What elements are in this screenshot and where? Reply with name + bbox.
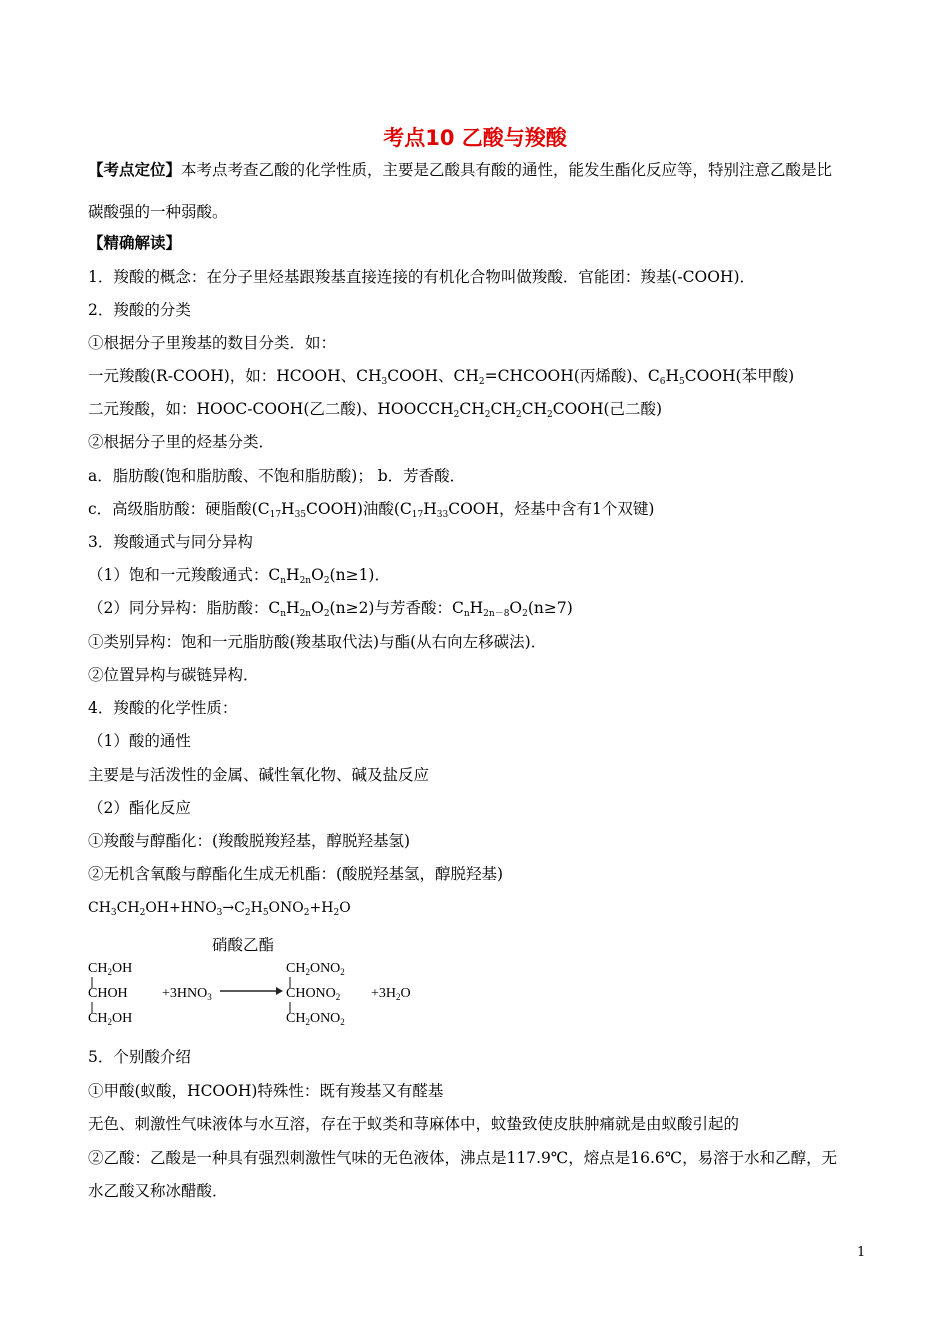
text-line: 5．个别酸介绍 bbox=[88, 1048, 191, 1066]
text-line: 4．羧酸的化学性质： bbox=[88, 699, 238, 717]
page-title: 考点10 乙酸与羧酸 bbox=[383, 126, 567, 150]
text-line: ②位置异构与碳链异构． bbox=[88, 666, 259, 684]
text-line: ①甲酸(蚁酸，HCOOH)特殊性：既有羧基又有醛基 bbox=[88, 1082, 444, 1100]
intro-line-1 bbox=[88, 160, 878, 180]
text-line-formula: c．高级脂肪酸：硬脂酸$(C_{17}H_{35}COOH)$油酸($C_{17}H_{33}COOH$，烃基中含有1个双键) bbox=[88, 500, 655, 520]
text-line-formula: 一元羧酸(R-COOH)，如：HCOOH、$CH_3COOH$、$CH_2=CHCOOH$(丙烯酸)、$C_6H_5COOH$(苯甲酸) bbox=[88, 367, 795, 387]
text-line: 无色、刺激性气味液体与水互溶，存在于蚁类和荨麻体中，蚊蛰致使皮肤肿痛就是由蚁酸引起的 bbox=[88, 1115, 740, 1133]
text-line: 主要是与活泼性的金属、碱性氧化物、碱及盐反应 bbox=[88, 766, 430, 784]
page-number: 1 bbox=[857, 1245, 866, 1260]
text-line: ①根据分子里羧基的数目分类．如： bbox=[88, 334, 337, 352]
text-line: ②乙酸：乙酸是一种具有强烈刺激性气味的无色液体，沸点是117.9℃，熔点是16.6℃，易溶于水和乙醇，无 bbox=[88, 1149, 838, 1167]
text-line: ②无机含氧酸与醇酯化生成无机酯：(酸脱羟基氢，醇脱羟基) bbox=[88, 865, 504, 883]
section-label: 【精确解读】 bbox=[88, 234, 182, 252]
text-line: （1）酸的通性 bbox=[88, 732, 191, 750]
ethyl-nitrate-label: 硝酸乙酯 bbox=[212, 936, 275, 954]
intro-label: 【考点定位】 bbox=[88, 161, 182, 179]
nitration-equation: $CH_3CH_2OH+HNO_3\to C_2H_5ONO_2+H_2O$ bbox=[88, 900, 351, 918]
text-line: 水乙酸又称冰醋酸． bbox=[88, 1182, 228, 1200]
text-line-formula: 二元羧酸，如：HOOC-COOH(乙二酸)、$HOOCCH_2CH_2CH_2CH_2COOH$(己二酸) bbox=[88, 400, 663, 420]
text-line: ②根据分子里的烃基分类． bbox=[88, 433, 275, 451]
text-line-formula: （1）饱和一元羧酸通式：$C_nH_{2n}O_2(n\ge 1)$． bbox=[88, 566, 390, 586]
text-line: a．脂肪酸(饱和脂肪酸、不饱和脂肪酸)； b．芳香酸． bbox=[88, 467, 466, 485]
intro-text-1: 本考点考查乙酸的化学性质，主要是乙酸具有酸的通性，能发生酯化反应等，特别注意乙酸是比 bbox=[181, 161, 833, 179]
text-line: ①类别异构：饱和一元脂肪酸(羧基取代法)与酯(从右向左移碳法)． bbox=[88, 633, 547, 651]
text-line: 1．羧酸的概念：在分子里烃基跟羧基直接连接的有机化合物叫做羧酸．官能团：羧基(-COOH)． bbox=[88, 268, 755, 286]
text-line: 3．羧酸通式与同分异构 bbox=[88, 533, 253, 551]
glycerol-nitration-reaction: $CH_2OH$ CHOH $CH_2OH$ $+3HNO_3$ $CH_2ONO_2$ $CHONO_2$ $CH_2ONO_2$ $+3H_2O$ bbox=[86, 958, 426, 1032]
text-line-formula: （2）同分异构：脂肪酸：$C_nH_{2n}O_2(n\ge 2)$与芳香酸：$C_nH_{2n-8}O_2(n\ge 7)$ bbox=[88, 599, 573, 619]
text-line: 2．羧酸的分类 bbox=[88, 301, 191, 319]
text-line: ①羧酸与醇酯化：(羧酸脱羧羟基，醇脱羟基氢) bbox=[88, 832, 411, 850]
intro-line-2: 碳酸强的一种弱酸。 bbox=[88, 203, 228, 221]
text-line: （2）酯化反应 bbox=[88, 799, 191, 817]
